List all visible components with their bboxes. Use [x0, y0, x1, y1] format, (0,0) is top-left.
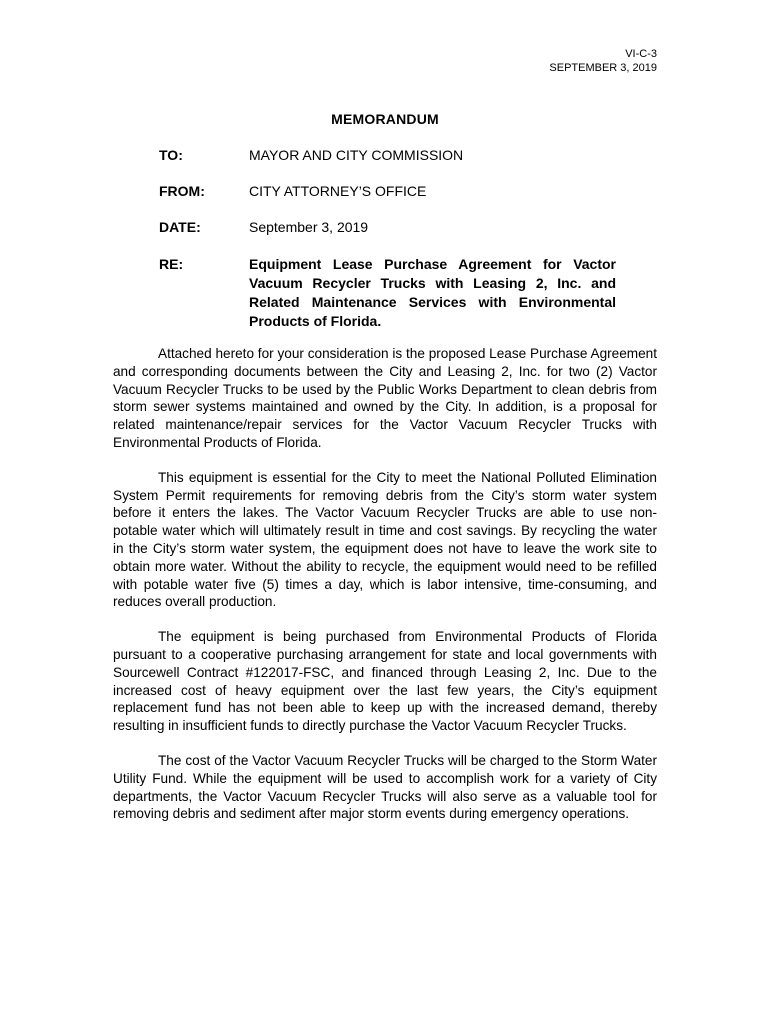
date-label: DATE: [159, 219, 201, 235]
body-paragraph: The cost of the Vactor Vacuum Recycler Trucks will be charged to the Storm Water Utility Fund. While the equipment will be used to accomplish work for a variety of City departments, the Vactor Vacuum Recycler Trucks will also serve as a valuable tool for removing debris and sediment after major storm events during emergency operations. [113, 752, 657, 822]
body-paragraph: This equipment is essential for the City to meet the National Polluted Elimination System Permit requirements for removing debris from the City’s storm water system before it enters the lakes. The Vactor Vacuum Recycler Trucks are able to use non-potable water which will ultimately result in time and cost savings. By recycling the water in the City’s storm water system, the equipment does not have to leave the work site to obtain more water. Without the ability to recycle, the equipment would need to be refilled with potable water five (5) times a day, which is labor intensive, time-consuming, and reduces overall production. [113, 469, 657, 610]
memo-title: MEMORANDUM [331, 111, 439, 127]
re-label: RE: [159, 256, 184, 272]
date-value: September 3, 2019 [249, 219, 369, 235]
from-value: CITY ATTORNEY’S OFFICE [249, 183, 427, 199]
body-paragraph: Attached hereto for your consideration is the proposed Lease Purchase Agreement and corresponding documents between the City and Leasing 2, Inc. for two (2) Vactor Vacuum Recycler Trucks to be used by the Public Works Department to clean debris from storm sewer systems maintained and owned by the City. In addition, is a proposal for related maintenance/repair services for the Vactor Vacuum Recycler Trucks with Environmental Products of Florida. [113, 346, 657, 450]
document-reference [549, 47, 657, 75]
body-paragraph: The equipment is being purchased from Environmental Products of Florida pursuant to a cooperative purchasing arrangement for state and local governments with Sourcewell Contract #122017-FSC, and financed through Leasing 2, Inc. Due to the increased cost of heavy equipment over the last few years, the City’s equipment replacement fund has not been able to keep up with the increased demand, thereby resulting in insufficient funds to directly purchase the Vactor Vacuum Recycler Trucks. [113, 629, 657, 734]
to-value: MAYOR AND CITY COMMISSION [249, 147, 464, 163]
reference-date: SEPTEMBER 3, 2019 [549, 62, 657, 74]
from-label: FROM: [159, 183, 205, 199]
reference-code: VI-C-3 [625, 48, 657, 60]
to-label: TO: [159, 147, 183, 163]
memo-body [113, 345, 657, 840]
re-subject: Equipment Lease Purchase Agreement for Vactor Vacuum Recycler Trucks with Leasing 2, Inc. and Related Maintenance Services with Environmental Products of Florida. [249, 256, 616, 329]
